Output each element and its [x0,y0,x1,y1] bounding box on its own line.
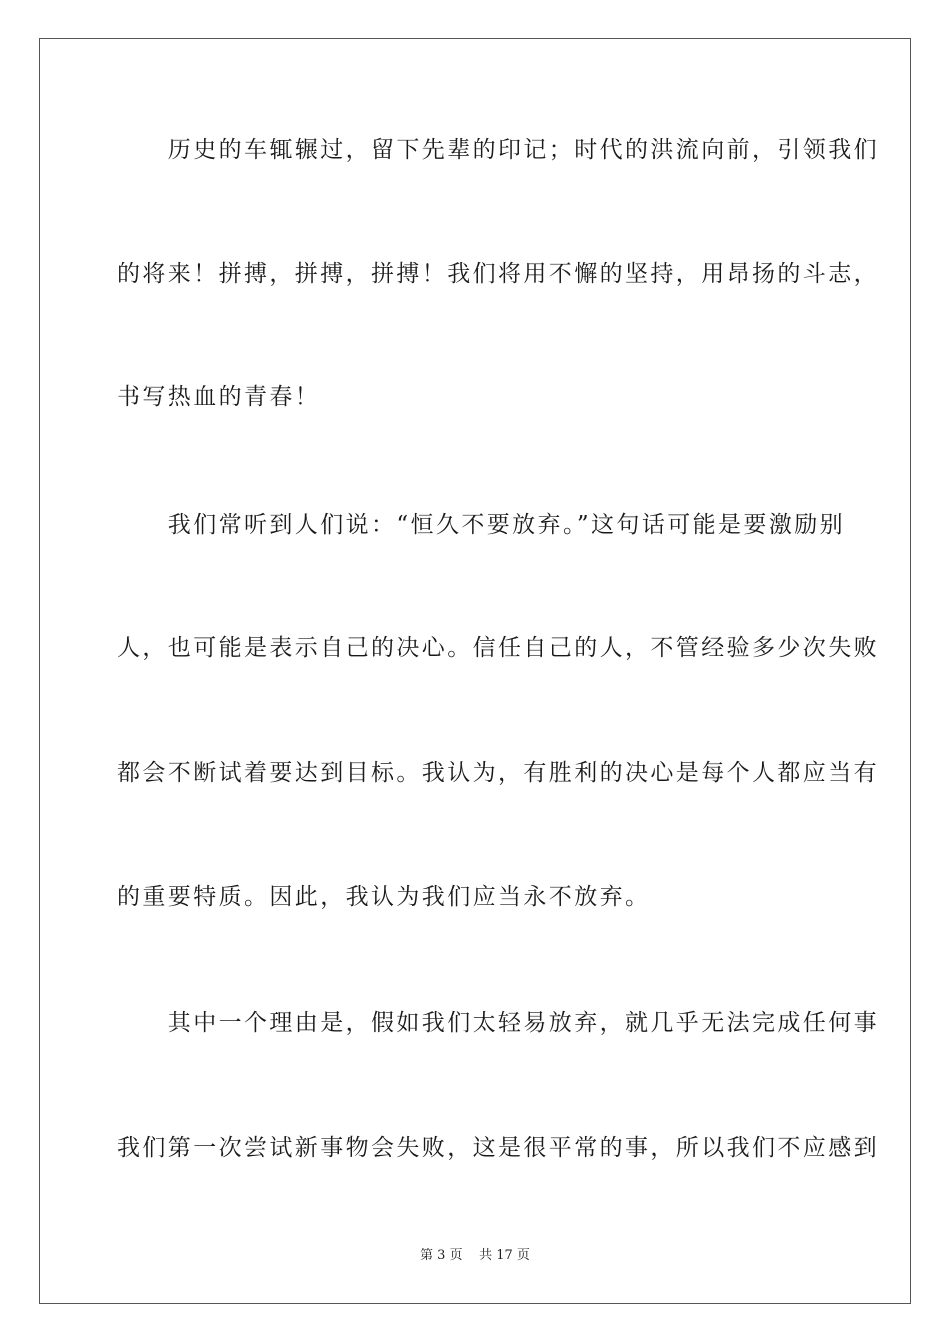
page-total: 共 17 页 [479,1248,530,1263]
paragraph-line: 其中一个理由是，假如我们太轻易放弃，就几乎无法完成任何事 [117,1010,879,1036]
paragraph-line: 书写热血的青春！ [117,384,321,410]
paragraph-line: 我们常听到人们说：“恒久不要放弃。”这句话可能是要激励别 [117,512,846,538]
page-footer [0,1247,950,1265]
paragraph-line: 都会不断试着要达到目标。我认为，有胜利的决心是每个人都应当有 [117,760,879,786]
paragraph-line: 历史的车辄辗过，留下先辈的印记；时代的洪流向前，引领我们 [117,137,879,163]
page-border [39,38,911,1304]
paragraph-line: 的将来！拼搏，拼搏，拼搏！我们将用不懈的坚持，用昂扬的斗志， [117,261,879,287]
page-number: 第 3 页 [420,1248,463,1263]
paragraph-line: 的重要特质。因此，我认为我们应当永不放弃。 [117,884,651,910]
paragraph-line: 我们第一次尝试新事物会失败，这是很平常的事，所以我们不应感到 [117,1135,879,1161]
paragraph-line: 人，也可能是表示自己的决心。信任自己的人，不管经验多少次失败 [117,635,879,661]
